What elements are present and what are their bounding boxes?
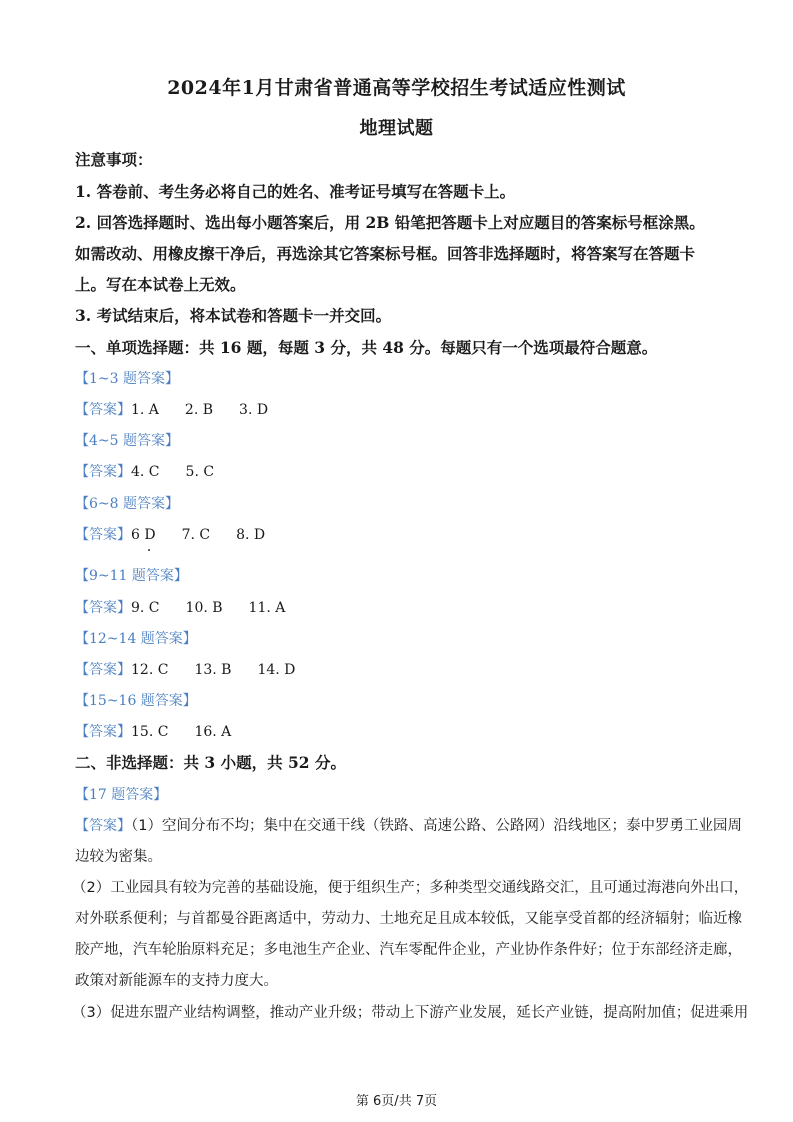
answer-item: 16. A: [194, 724, 232, 740]
answer-row: [75, 400, 725, 420]
q17-part1: [75, 816, 742, 836]
stray-dot: [148, 549, 150, 551]
answer-row: [75, 598, 725, 618]
page-number: 第 6页/共 7页: [355, 1094, 438, 1109]
answer-row: [75, 660, 725, 680]
answer-tag: 【答案】: [75, 600, 131, 616]
page-subtitle: 地理试题: [359, 118, 434, 139]
section1-heading: 一、单项选择题：共 16 题，每题 3 分，共 48 分。每题只有一个选项最符合题意。: [75, 338, 658, 357]
answer-group-label: 【9~11 题答案】: [75, 568, 188, 584]
answer-item: 1. A: [131, 402, 159, 418]
answer-tag: 【答案】: [75, 464, 131, 480]
answer-tag: 【答案】: [75, 527, 131, 543]
q17-part1-cont: 边较为密集。: [75, 849, 162, 865]
answer-group-label: 【12~14 题答案】: [75, 631, 197, 647]
answer-item: 4. C: [131, 464, 160, 480]
answer-item: 9. C: [131, 600, 160, 616]
notice-item-2: 2. 回答选择题时、选出每小题答案后，用 2B 铅笔把答题卡上对应题目的答案标号框涂黑。: [75, 213, 705, 232]
answer-item: 8. D: [236, 527, 266, 543]
answer-group-label: 【4~5 题答案】: [75, 433, 179, 449]
q17-part3: （3）促进东盟产业结构调整，推动产业升级；带动上下游产业发展，延长产业链，提高附加值；促进乘用: [72, 1005, 749, 1021]
q17-part2-cont3: 政策对新能源车的支持力度大。: [75, 973, 278, 989]
answer-item: 11. A: [248, 600, 286, 616]
answer-item: 14. D: [257, 662, 296, 678]
q17-part2-cont1: 对外联系便利；与首都曼谷距离适中，劳动力、土地充足且成本较低，又能享受首都的经济辐射；临近橡: [75, 911, 742, 927]
answer-item: 12. C: [131, 662, 169, 678]
notice-item-3: 3. 考试结束后，将本试卷和答题卡一并交回。: [75, 306, 392, 325]
answer-item: 10. B: [185, 600, 223, 616]
answer-item: 13. B: [194, 662, 232, 678]
answer-item: 2. B: [184, 402, 214, 418]
answer-row: [75, 462, 725, 482]
answer-group-label: 【15~16 题答案】: [75, 693, 197, 709]
answer-item: 15. C: [131, 724, 169, 740]
answer-item: 7. C: [181, 527, 211, 543]
section2-heading: 二、非选择题：共 3 小题，共 52 分。: [75, 753, 346, 772]
answer-item: 6 D: [131, 527, 156, 543]
answer-group-label: 【6~8 题答案】: [75, 496, 179, 512]
answer-item: 5. C: [185, 464, 215, 480]
q17-label: 【17 题答案】: [75, 787, 168, 803]
notice-item-2-cont: 如需改动、用橡皮擦干净后，再选涂其它答案标号框。回答非选择题时，将答案写在答题卡: [75, 244, 696, 263]
notice-item-2-end: 上。写在本试卷上无效。: [75, 275, 246, 294]
answer-item: 3. D: [239, 402, 269, 418]
notice-item-1: 1. 答卷前、考生务必将自己的姓名、准考证号填写在答题卡上。: [75, 182, 516, 201]
answer-row: [75, 722, 725, 742]
q17-part1-text: （1）空间分布不均；集中在交通干线（铁路、高速公路、公路网）沿线地区；泰中罗勇工业园周: [131, 818, 742, 834]
answer-tag: 【答案】: [75, 662, 131, 678]
q17-part2: （2）工业园具有较为完善的基础设施，便于组织生产；多种类型交通线路交汇，且可通过海港向外出口，: [72, 880, 749, 896]
answer-tag: 【答案】: [75, 818, 131, 834]
q17-part2-cont2: 胶产地，汽车轮胎原料充足；多电池生产企业、汽车零配件企业，产业协作条件好；位于东部经济走廊，: [75, 942, 742, 958]
answer-tag: 【答案】: [75, 724, 131, 740]
notice-heading: 注意事项：: [75, 150, 153, 169]
page-title: 2024年1月甘肃省普通高等学校招生考试适应性测试: [167, 77, 626, 99]
answer-group-label: 【1~3 题答案】: [75, 371, 179, 387]
answer-tag: 【答案】: [75, 402, 131, 418]
answer-row: [75, 525, 725, 545]
